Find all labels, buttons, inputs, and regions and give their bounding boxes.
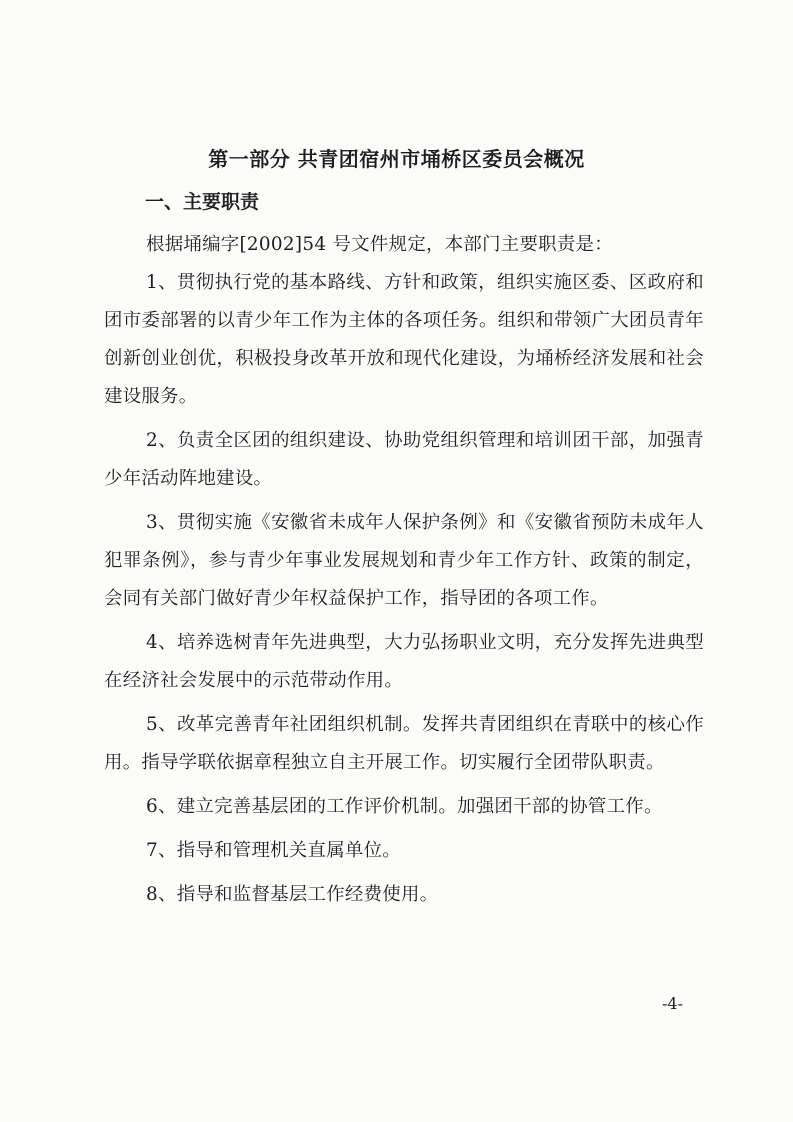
- page-number: -4-: [662, 994, 683, 1013]
- duties-list: [104, 264, 704, 914]
- duty-item-5: 5、改革完善青年社团组织机制。发挥共青团组织在青联中的核心作用。指导学联依据章程独立自主开展工作。切实履行全团带队职责。: [104, 714, 704, 773]
- duty-item-2: 2、负责全区团的组织建设、协助党组织管理和培训团干部，加强青少年活动阵地建设。: [104, 430, 704, 489]
- duty-item-6: 6、建立完善基层团的工作评价机制。加强团干部的协管工作。: [146, 796, 663, 817]
- page-title: 第一部分 共青团宿州市埇桥区委员会概况: [208, 147, 585, 171]
- intro-paragraph: 根据埇编字[2002]54 号文件规定，本部门主要职责是：: [146, 234, 613, 255]
- duty-item-1: 1、贯彻执行党的基本路线、方针和政策，组织实施区委、区政府和团市委部署的以青少年工作为主体的各项任务。组织和带领广大团员青年创新创业创优，积极投身改革开放和现代化建设，为埇桥经济发展和社会建设服务。: [104, 272, 704, 407]
- duty-item-7: 7、指导和管理机关直属单位。: [146, 840, 401, 861]
- section-heading: 一、主要职责: [145, 191, 260, 213]
- duty-item-3: 3、贯彻实施《安徽省未成年人保护条例》和《安徽省预防未成年人犯罪条例》，参与青少年事业发展规划和青少年工作方针、政策的制定，会同有关部门做好青少年权益保护工作，指导团的各项工作。: [104, 512, 704, 609]
- duty-item-4: 4、培养选树青年先进典型，大力弘扬职业文明，充分发挥先进典型在经济社会发展中的示范带动作用。: [104, 632, 704, 691]
- duty-item-8: 8、指导和监督基层工作经费使用。: [146, 884, 439, 905]
